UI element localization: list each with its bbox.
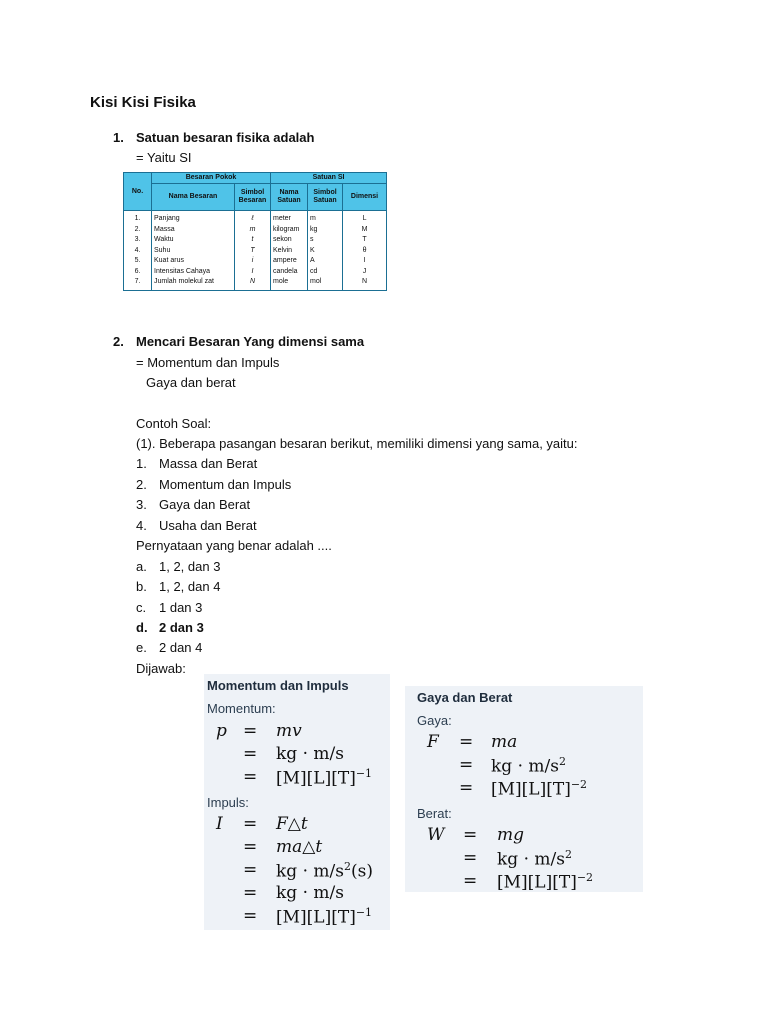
header-dimensi: Dimensi: [343, 184, 387, 211]
cell-nama-satuan: sekon: [271, 235, 308, 246]
cell-dimensi: T: [343, 235, 387, 246]
section-1-heading: [113, 130, 314, 145]
header-nama-besaran: Nama Besaran: [152, 184, 235, 211]
header-simbol-satuan: Simbol Satuan: [308, 184, 343, 211]
momentum-impuls-panel: [204, 674, 390, 930]
table-row: [124, 211, 387, 225]
header-satuan-si: Satuan SI: [271, 173, 387, 184]
contoh-item: [136, 497, 250, 512]
section-1-answer: = Yaitu SI: [136, 150, 192, 165]
item-text: Momentum dan Impuls: [159, 477, 292, 492]
table-row: [124, 235, 387, 246]
cell-no: 5.: [124, 256, 152, 267]
contoh-prompt: Pernyataan yang benar adalah ....: [136, 538, 332, 553]
cell-simbol-satuan: cd: [308, 267, 343, 278]
option-letter: a.: [136, 559, 147, 574]
cell-no: 4.: [124, 246, 152, 257]
dijawab-label: Dijawab:: [136, 661, 186, 676]
equation-row: = ma△t: [243, 837, 323, 857]
cell-dimensi: N: [343, 277, 387, 290]
cell-nama-satuan: candela: [271, 267, 308, 278]
equation-row: I = F△t: [216, 814, 308, 834]
table-row: [124, 246, 387, 257]
panel-right-title: Gaya dan Berat: [417, 690, 513, 705]
option-text: 1 dan 3: [159, 600, 203, 615]
cell-nama-satuan: mole: [271, 277, 308, 290]
berat-label: Berat:: [417, 806, 452, 821]
option-text: 1, 2, dan 4: [159, 579, 221, 594]
si-table-body: [124, 211, 387, 291]
item-text: Massa dan Berat: [159, 456, 258, 471]
section-1-number: 1.: [113, 130, 124, 145]
item-text: Usaha dan Berat: [159, 518, 257, 533]
item-text: Gaya dan Berat: [159, 497, 251, 512]
cell-nama-besaran: Waktu: [152, 235, 235, 246]
contoh-label: Contoh Soal:: [136, 416, 212, 431]
section-2-answer-1: = Momentum dan Impuls: [136, 355, 280, 370]
equation-row: = kg · $m/s^2$: [459, 755, 566, 777]
impuls-label: Impuls:: [207, 795, 249, 810]
option-e: [136, 640, 202, 655]
section-2-title: Mencari Besaran Yang dimensi sama: [136, 334, 365, 349]
cell-nama-besaran: Jumlah molekul zat: [152, 277, 235, 290]
cell-simbol-satuan: A: [308, 256, 343, 267]
si-units-table: [123, 172, 386, 324]
header-no: No.: [124, 173, 152, 211]
gaya-label: Gaya:: [417, 713, 452, 728]
cell-simbol-besaran: I: [235, 267, 271, 278]
momentum-label: Momentum:: [207, 701, 276, 716]
item-number: 4.: [136, 518, 147, 533]
cell-simbol-besaran: N: [235, 277, 271, 290]
cell-nama-satuan: ampere: [271, 256, 308, 267]
option-text: 2 dan 4: [159, 640, 203, 655]
table-row: [124, 225, 387, 236]
cell-no: 1.: [124, 211, 152, 225]
equation-row: p = mv: [216, 721, 302, 741]
option-letter: c.: [136, 600, 147, 615]
option-d-correct: [136, 620, 204, 635]
equation-row: = $[M][L][T]^{-1}$: [243, 767, 373, 789]
equation-row: = $[M][L][T]^{-2}$: [459, 778, 588, 800]
cell-dimensi: M: [343, 225, 387, 236]
equation-row: = $[M][L][T]^{-2}$: [463, 871, 594, 893]
cell-dimensi: θ: [343, 246, 387, 257]
option-letter: b.: [136, 579, 147, 594]
gaya-berat-panel: [405, 686, 643, 892]
contoh-item: [136, 456, 257, 471]
cell-simbol-satuan: K: [308, 246, 343, 257]
cell-no: 3.: [124, 235, 152, 246]
cell-no: 2.: [124, 225, 152, 236]
cell-simbol-besaran: m: [235, 225, 271, 236]
contoh-question: (1). Beberapa pasangan besaran berikut, memiliki dimensi yang sama, yaitu:: [136, 436, 578, 451]
header-besaran-pokok: Besaran Pokok: [152, 173, 271, 184]
table-row: [124, 267, 387, 278]
cell-no: 6.: [124, 267, 152, 278]
cell-dimensi: J: [343, 267, 387, 278]
cell-nama-besaran: Panjang: [152, 211, 235, 225]
equation-row: W = mg: [427, 825, 525, 845]
cell-simbol-satuan: kg: [308, 225, 343, 236]
equation-row: = kg · m/s: [243, 744, 344, 764]
cell-simbol-satuan: s: [308, 235, 343, 246]
table-row: [124, 256, 387, 267]
cell-simbol-besaran: ℓ: [235, 211, 271, 225]
option-letter: d.: [136, 620, 148, 635]
cell-nama-besaran: Massa: [152, 225, 235, 236]
cell-no: 7.: [124, 277, 152, 290]
section-1-title: Satuan besaran fisika adalah: [136, 130, 315, 145]
panel-left-title: Momentum dan Impuls: [207, 678, 349, 693]
contoh-item: [136, 477, 291, 492]
contoh-item: [136, 518, 257, 533]
equation-row: = kg · $m/s^2(s)$: [243, 860, 373, 882]
section-2-heading: [113, 334, 364, 349]
option-letter: e.: [136, 640, 147, 655]
option-text: 1, 2, dan 3: [159, 559, 221, 574]
si-table: [123, 172, 387, 291]
option-c: [136, 600, 202, 615]
cell-nama-satuan: Kelvin: [271, 246, 308, 257]
equation-row: = $[M][L][T]^{-1}$: [243, 906, 373, 928]
equation-row: F = ma: [427, 732, 518, 752]
cell-nama-besaran: Suhu: [152, 246, 235, 257]
section-2-answer-2: Gaya dan berat: [146, 375, 236, 390]
cell-nama-satuan: meter: [271, 211, 308, 225]
option-text: 2 dan 3: [159, 620, 204, 635]
cell-simbol-satuan: mol: [308, 277, 343, 290]
cell-simbol-besaran: T: [235, 246, 271, 257]
cell-simbol-satuan: m: [308, 211, 343, 225]
item-number: 3.: [136, 497, 147, 512]
option-a: [136, 559, 220, 574]
table-row: [124, 277, 387, 290]
cell-nama-besaran: Intensitas Cahaya: [152, 267, 235, 278]
header-simbol-besaran: Simbol Besaran: [235, 184, 271, 211]
cell-dimensi: L: [343, 211, 387, 225]
equation-row: = kg · $m/s^2$: [463, 848, 572, 870]
equation-row: = kg · m/s: [243, 883, 344, 903]
header-nama-satuan: Nama Satuan: [271, 184, 308, 211]
item-number: 1.: [136, 456, 147, 471]
cell-nama-besaran: Kuat arus: [152, 256, 235, 267]
section-2-number: 2.: [113, 334, 124, 349]
cell-simbol-besaran: t: [235, 235, 271, 246]
cell-nama-satuan: kilogram: [271, 225, 308, 236]
cell-simbol-besaran: i: [235, 256, 271, 267]
option-b: [136, 579, 220, 594]
cell-dimensi: I: [343, 256, 387, 267]
item-number: 2.: [136, 477, 147, 492]
page-title: Kisi Kisi Fisika: [90, 94, 196, 111]
